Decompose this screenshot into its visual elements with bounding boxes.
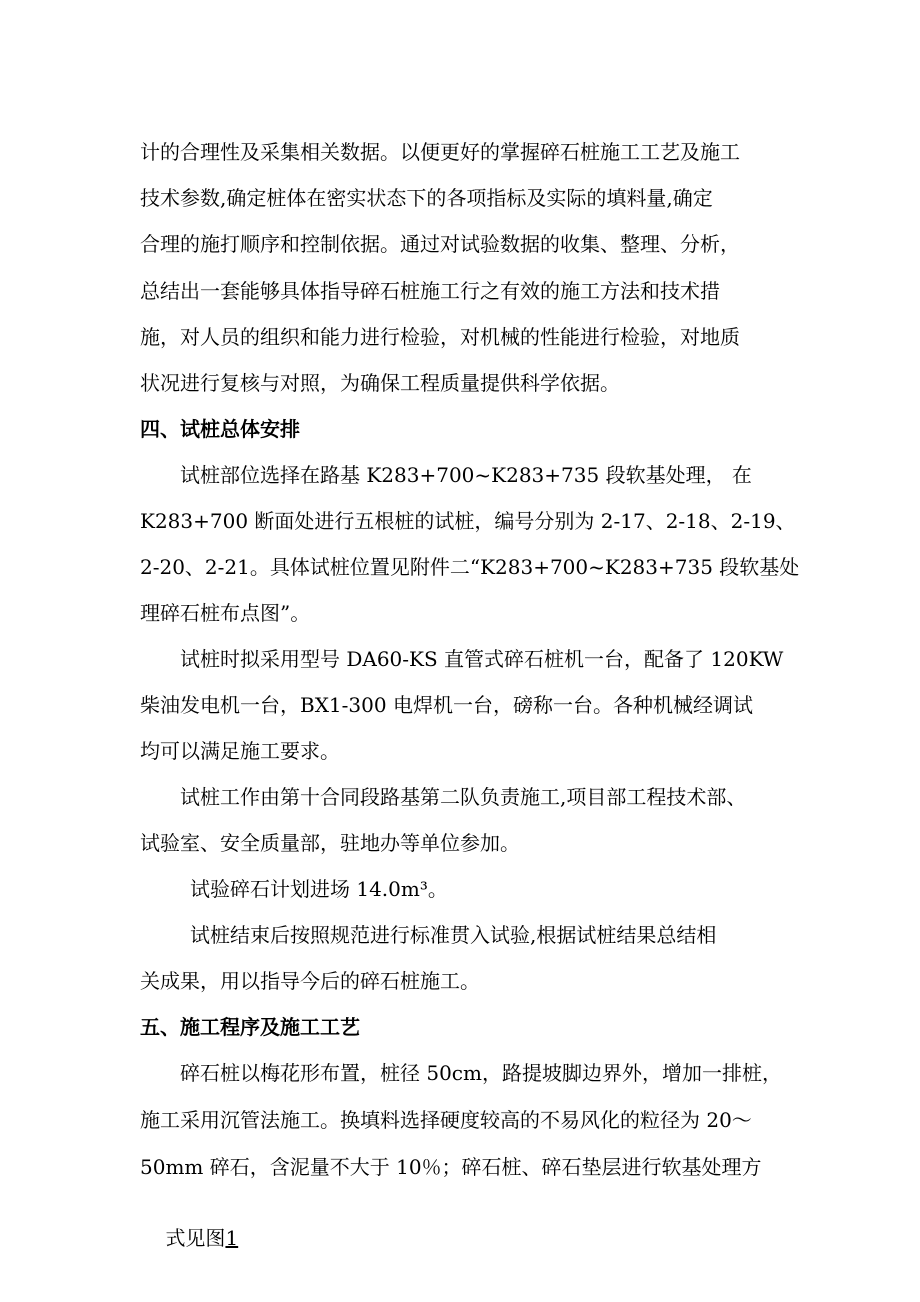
section4-p3-line-1: 试桩工作由第十合同段路基第二队负责施工,项目部工程技术部、	[180, 785, 747, 809]
section4-p5-line-1: 试桩结束后按照规范进行标准贯入试验,根据试桩结果总结相	[190, 923, 717, 947]
section5-p1-line-3: 50mm 碎石，含泥量不大于 10％；碎石桩、碎石垫层进行软基处理方	[140, 1155, 762, 1179]
intro-line-1: 计的合理性及采集相关数据。以便更好的掌握碎石桩施工工艺及施工	[140, 140, 740, 164]
section4-p5-line-2: 关成果，用以指导今后的碎石桩施工。	[140, 969, 480, 993]
section4-p4: 试验碎石计划进场 14.0m³。	[190, 877, 448, 901]
section5-p1-line-1: 碎石桩以梅花形布置，桩径 50cm，路提坡脚边界外，增加一排桩，	[180, 1061, 782, 1085]
section4-p1-line-3: 2-20、2-21。具体试桩位置见附件二“K283+700~K283+735 段软基处	[140, 555, 800, 579]
section4-p2-line-3: 均可以满足施工要求。	[140, 739, 340, 763]
section4-p2-line-2: 柴油发电机一台，BX1-300 电焊机一台，磅称一台。各种机械经调试	[140, 693, 753, 717]
section4-p2-line-1: 试桩时拟采用型号 DA60-KS 直管式碎石桩机一台，配备了 120KW	[180, 647, 784, 671]
section4-p1-line-4: 理碎石桩布点图”。	[140, 601, 311, 625]
section4-heading: 四、试桩总体安排	[140, 417, 300, 441]
section5-heading: 五、施工程序及施工工艺	[140, 1015, 360, 1039]
intro-line-2: 技术参数,确定桩体在密实状态下的各项指标及实际的填料量,确定	[140, 186, 713, 210]
section4-p1-line-2: K283+700 断面处进行五根桩的试桩，编号分别为 2-17、2-18、2-19、	[140, 509, 796, 533]
section5-p1-line-2: 施工采用沉管法施工。换填料选择硬度较高的不易风化的粒径为 20～	[140, 1108, 752, 1132]
section4-p1-line-1: 试桩部位选择在路基 K283+700~K283+735 段软基处理， 在	[180, 463, 752, 487]
intro-line-5: 施，对人员的组织和能力进行检验，对机械的性能进行检验，对地质	[140, 325, 740, 349]
section5-p1-line-4	[140, 1202, 239, 1250]
section4-p3-line-2: 试验室、安全质量部，驻地办等单位参加。	[140, 831, 520, 855]
figure-ref-link[interactable]: 1	[225, 1226, 239, 1250]
intro-line-6: 状况进行复核与对照，为确保工程质量提供科学依据。	[140, 371, 620, 395]
figure-ref-prefix: 式见图	[165, 1226, 226, 1250]
intro-line-4: 总结出一套能够具体指导碎石桩施工行之有效的施工方法和技术措	[140, 279, 720, 303]
intro-line-3: 合理的施打顺序和控制依据。通过对试验数据的收集、整理、分析，	[140, 232, 740, 256]
